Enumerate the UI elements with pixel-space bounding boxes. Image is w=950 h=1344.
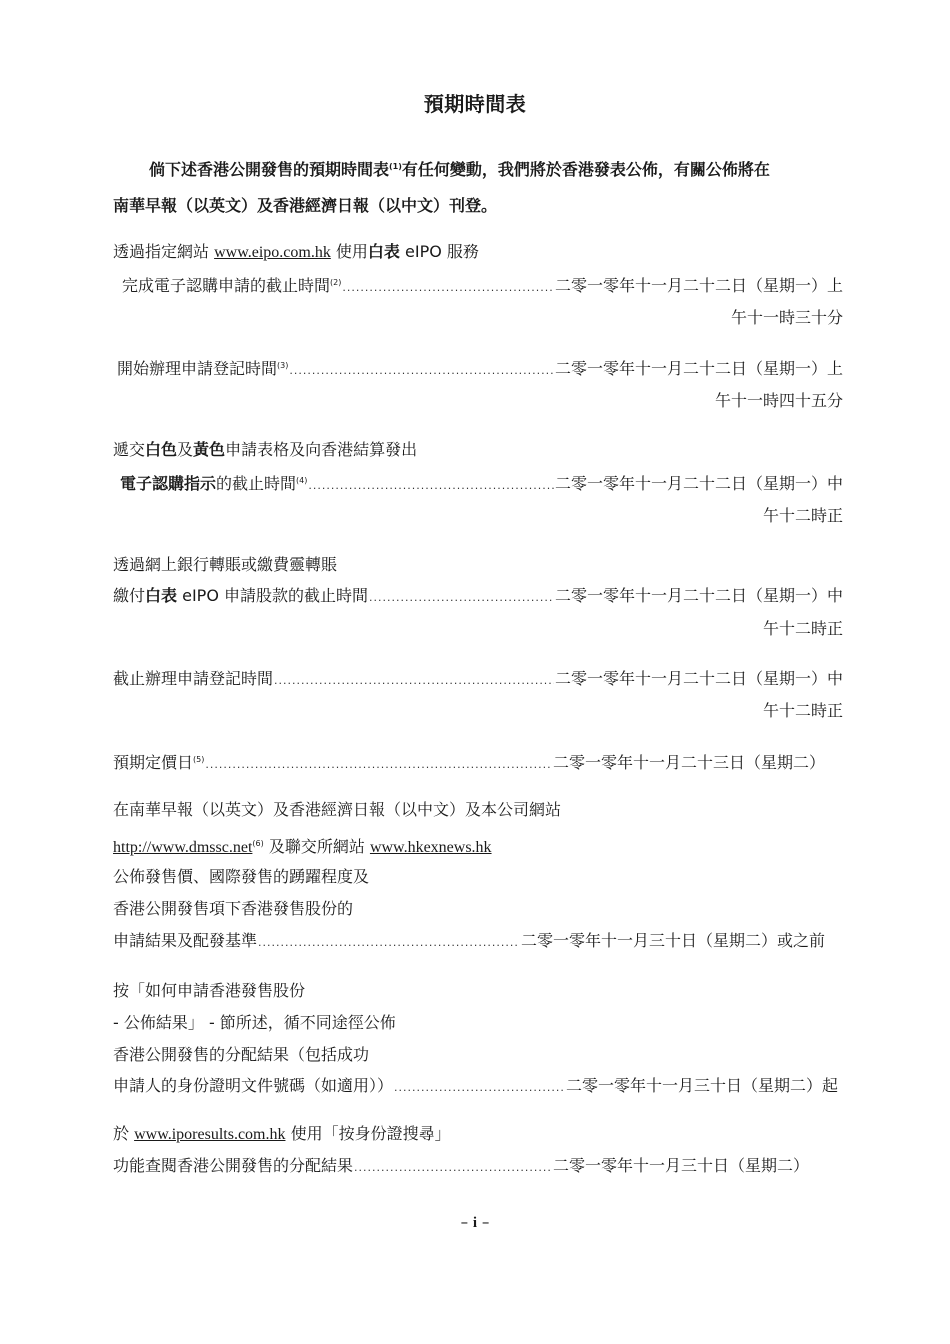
entry-7-line-2 (113, 832, 843, 856)
entry-7-row (113, 929, 825, 953)
line-text: 於 (113, 1124, 135, 1143)
leader-dots (342, 276, 554, 300)
entry-label: 電子認購指示的截止時間$^{(4)}$ (120, 474, 308, 493)
heading-text: 遞交 (113, 440, 146, 459)
footnote-ref-2: (2) (330, 278, 342, 287)
leader-dots (369, 586, 554, 610)
entry-8-line-2: - 公佈結果」 - 節所述，循不同途徑公佈 (113, 1013, 396, 1032)
entry-value: 二零一零年十一月三十日（星期二）或之前 (520, 931, 825, 950)
entry-3-heading (113, 438, 843, 462)
entry-value: 二零一零年十一月三十日（星期二） (552, 1156, 809, 1175)
dmssc-link[interactable]: http://www.dmssc.net (113, 839, 253, 856)
entry-4-heading: 透過網上銀行轉賬或繳費靈轉賬 (113, 555, 338, 574)
entry-1-heading (113, 240, 843, 264)
entry-4-row (113, 584, 843, 608)
entry-9-row (113, 1154, 809, 1178)
footer-dash: – (460, 1213, 473, 1231)
leader-dots (258, 931, 520, 955)
page-number: i (472, 1215, 478, 1231)
footer-dash: – (477, 1213, 490, 1231)
entry-value: 二零一零年十一月二十二日（星期一）上 (554, 276, 843, 295)
entry-4-value-cont: 午十二時正 (762, 619, 843, 638)
entry-6-row (113, 748, 825, 772)
line-text: 使用「按身份證搜尋」 (285, 1124, 451, 1143)
entry-8-row (113, 1074, 838, 1098)
line-text: 及聯交所網站 (263, 837, 370, 856)
page-title: 預期時間表 (423, 92, 527, 116)
heading-text: 申請表格及向香港結算發出 (225, 440, 418, 459)
entry-5-value-cont: 午十二時正 (762, 701, 843, 720)
entry-label: 開始辦理申請登記時間$^{(3)}$ (117, 359, 289, 378)
intro-text: 有任何變動，我們將於香港發表公佈，有關公佈將在 (401, 160, 770, 179)
entry-2-value-cont: 午十一時四十五分 (714, 391, 843, 410)
entry-label: 申請結果及配發基準 (113, 931, 258, 950)
hkexnews-link[interactable]: www.hkexnews.hk (369, 839, 492, 856)
footnote-ref-4: (4) (296, 476, 308, 485)
page-footer (0, 1213, 950, 1232)
entry-value: 二零一零年十一月二十三日（星期二） (552, 753, 825, 772)
entry-label: 預期定價日$^{(5)}$ (113, 753, 205, 772)
intro-line-1 (149, 157, 770, 180)
leader-dots (308, 474, 554, 498)
entry-5-row (113, 667, 843, 691)
footnote-ref-6: (6) (252, 839, 264, 848)
leader-dots (354, 1156, 552, 1180)
footnote-ref-5: (5) (193, 755, 205, 764)
entry-3-row (120, 469, 843, 493)
entry-label: 繳付白表 eIPO 申請股款的截止時間 (113, 586, 369, 605)
entry-label: 完成電子認購申請的截止時間$^{(2)}$ (122, 276, 342, 295)
footnote-ref-3: (3) (277, 361, 289, 370)
entry-7-line-1: 在南華早報（以英文）及香港經濟日報（以中文）及本公司網站 (113, 800, 562, 819)
heading-text: eIPO 服務 (399, 242, 479, 261)
entry-value: 二零一零年十一月三十日（星期二）起 (565, 1076, 838, 1095)
entry-7-line-4: 香港公開發售項下香港發售股份的 (113, 899, 354, 918)
entry-value: 二零一零年十一月二十二日（星期一）中 (554, 669, 843, 688)
entry-label: 功能查閱香港公開發售的分配結果 (113, 1156, 354, 1175)
intro-line-2: 南華早報（以英文）及香港經濟日報（以中文）刊登。 (113, 196, 498, 215)
leader-dots (394, 1076, 565, 1100)
leader-dots (205, 753, 552, 777)
entry-9-line-1 (113, 1122, 843, 1146)
entry-8-line-3: 香港公開發售的分配結果（包括成功 (113, 1045, 370, 1064)
heading-text: 及 (177, 440, 194, 459)
entry-3-value-cont: 午十二時正 (762, 506, 843, 525)
footnote-ref-1: (1) (389, 162, 402, 171)
iporesults-link[interactable]: www.iporesults.com.hk (134, 1126, 286, 1143)
heading-text: 透過指定網站 (113, 242, 215, 261)
heading-bold: 白色 (145, 440, 178, 459)
heading-text: 使用 (330, 242, 368, 261)
heading-bold: 黃色 (193, 440, 226, 459)
entry-value: 二零一零年十一月二十二日（星期一）中 (554, 474, 843, 493)
entry-value: 二零一零年十一月二十二日（星期一）上 (554, 359, 843, 378)
heading-bold: 白表 (367, 242, 400, 261)
entry-label: 申請人的身份證明文件號碼（如適用）） (113, 1076, 394, 1095)
intro-text: 倘下述香港公開發售的預期時間表 (149, 160, 390, 179)
entry-value: 二零一零年十一月二十二日（星期一）中 (554, 586, 843, 605)
entry-1-value-cont: 午十一時三十分 (730, 308, 843, 327)
entry-1-row (122, 271, 843, 295)
entry-label: 截止辦理申請登記時間 (113, 669, 274, 688)
entry-7-line-3: 公佈發售價、國際發售的踴躍程度及 (113, 867, 370, 886)
entry-2-row (117, 354, 843, 378)
leader-dots (289, 359, 554, 383)
entry-8-line-1: 按「如何申請香港發售股份 (113, 981, 306, 1000)
eipo-link[interactable]: www.eipo.com.hk (214, 244, 331, 261)
leader-dots (274, 669, 554, 693)
